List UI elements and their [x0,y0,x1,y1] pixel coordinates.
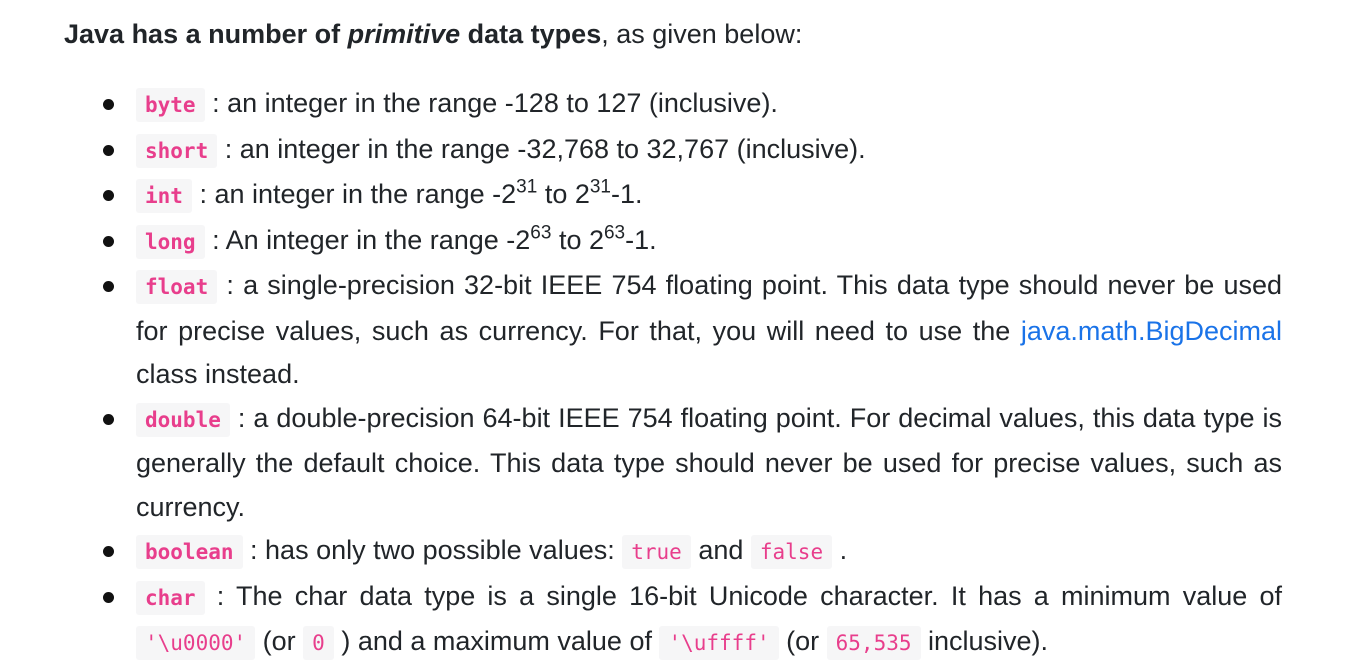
exponent: 63 [603,222,626,244]
type-description-post: class instead. [136,359,300,389]
intro-rest: , as given below: [601,19,803,49]
exponent: 31 [589,176,611,198]
max-char-value: '\uffff' [659,626,778,660]
type-name-short: short [136,134,217,168]
list-item-char [136,575,1282,660]
list-item-int [136,173,1282,219]
list-item-float [136,264,1282,397]
type-description: The char data type is a single 16-bit Unicode character. It has a minimum value of [236,580,1282,611]
separator: : [204,88,228,118]
type-description: a double-precision 64-bit IEEE 754 floating point. For decimal values, this data type is generally the default choice. This data type should never be used for precise values, such as currency. [136,402,1282,522]
type-name-long: long [136,225,205,259]
value-false: false [751,535,832,569]
type-description: a single-precision 32-bit IEEE 754 floating point. This data type should never be used for precise values, such as currency. For that, you will need to use the [136,270,1282,346]
type-description-or: (or [255,626,304,656]
separator: : [217,133,240,164]
exponent: 31 [516,176,538,198]
max-numeric-value: 65,535 [827,626,921,660]
primitive-types-list [64,82,1282,660]
type-name-int: int [136,179,192,213]
type-description-post: inclusive). [920,626,1049,656]
type-name-byte: byte [136,88,205,122]
type-description: an integer in the range -128 to 127 (inclusive). [227,88,778,118]
type-description: an integer in the range -2 [214,179,517,209]
type-description-mid: ) and a maximum value of [333,626,660,656]
separator: : [217,270,244,300]
intro-paragraph [64,12,1282,56]
separator: : [191,179,215,209]
separator: : [229,402,254,433]
type-description: has only two possible values: [265,535,623,565]
bullet-icon [103,236,114,247]
type-description-or: (or [778,626,827,656]
min-char-value: '\u0000' [136,626,255,660]
bullet-icon [103,281,114,292]
separator: : [204,224,226,255]
type-description-post: -1. [625,224,657,255]
intro-emphasis: primitive [347,19,461,49]
bullet-icon [103,145,114,156]
list-item-long [136,219,1282,265]
type-description-mid: to 2 [551,224,604,255]
type-description: an integer in the range -32,768 to 32,767 (inclusive). [239,133,866,164]
list-item-short [136,128,1282,174]
bullet-icon [103,546,114,557]
type-description-mid: to 2 [537,179,590,209]
value-true: true [622,535,691,569]
bullet-icon [103,592,114,603]
bullet-icon [103,190,114,201]
separator: : [204,580,236,611]
intro-strong-2: data types [460,19,602,49]
type-description-post: . [832,535,848,565]
bigdecimal-link[interactable]: java.math.BigDecimal [1020,315,1282,346]
bullet-icon [103,99,114,110]
type-name-boolean: boolean [136,535,243,569]
type-name-char: char [136,581,205,615]
type-description-mid: and [690,535,751,565]
list-item-byte [136,82,1282,128]
list-item-boolean [136,529,1282,575]
list-item-double [136,397,1282,530]
exponent: 63 [530,222,552,244]
bullet-icon [103,414,114,425]
type-name-double: double [136,403,230,437]
type-description-post: -1. [611,179,643,209]
min-numeric-value: 0 [303,626,334,660]
type-description: An integer in the range -2 [225,224,531,255]
intro-strong-1: Java has a number of [64,19,348,49]
separator: : [242,535,266,565]
type-name-float: float [136,270,217,304]
